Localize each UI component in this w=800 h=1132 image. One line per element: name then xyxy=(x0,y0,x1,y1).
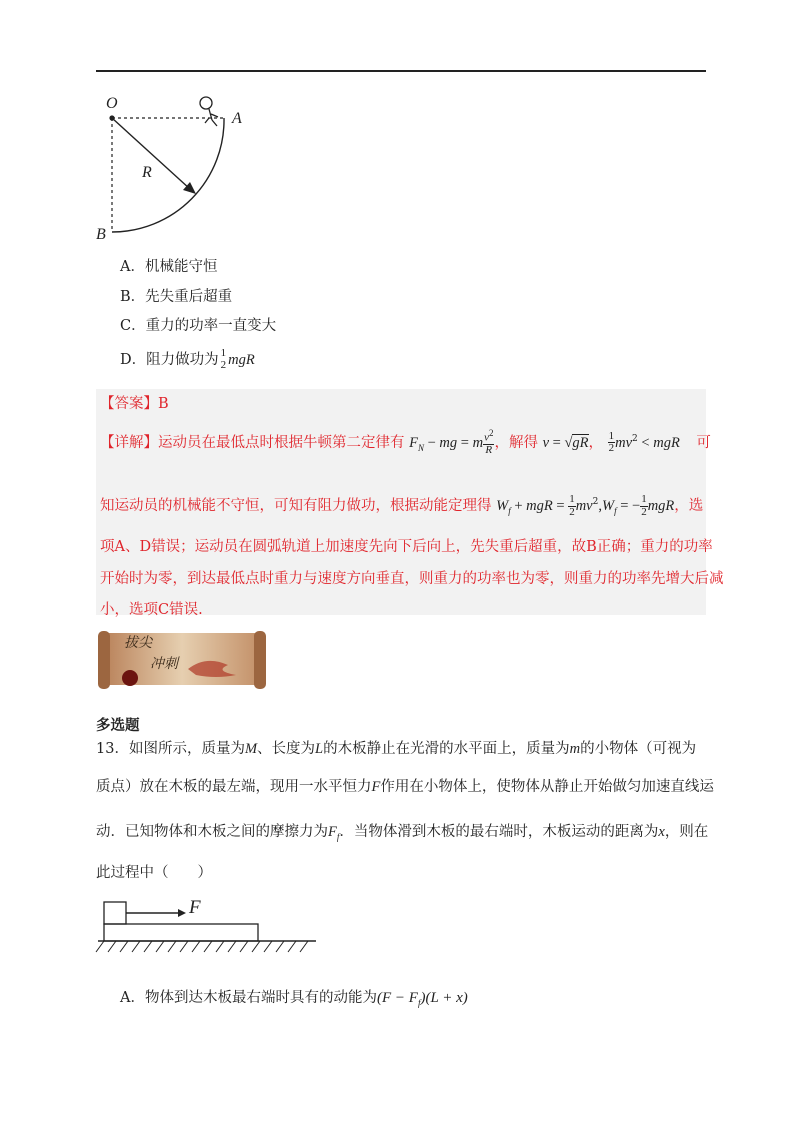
header-rule xyxy=(96,70,706,72)
option-d: D．阻力做功为 1 2 mgR xyxy=(120,347,255,371)
circular-track-figure xyxy=(90,90,250,250)
force-label: F xyxy=(189,897,201,918)
label-o: O xyxy=(106,95,118,112)
label-a: A xyxy=(232,110,242,127)
label-r: R xyxy=(142,164,152,181)
q13-line-4: 此过程中（ ） xyxy=(96,865,212,881)
banner-text-1: 拔尖 xyxy=(124,635,152,651)
detail-line-1: 【详解】运动员在最低点时根据牛顿第二定律有 $F_N$ − mg = m $\frac{v^2}{R}$ ，解得 v = √gR， $\frac{1}{2}$ $mv^2$ < mgR 可 xyxy=(100,428,711,457)
scroll-banner-image xyxy=(96,627,266,693)
board-block-figure xyxy=(94,894,320,958)
option-a: A．机械能守恒 xyxy=(120,259,218,275)
label-b: B xyxy=(96,226,106,243)
q13-line-1: 13．如图所示，质量为M、长度为L的木板静止在光滑的水平面上，质量为m的小物体（可视为 xyxy=(96,741,697,757)
option-c: C．重力的功率一直变大 xyxy=(120,318,277,334)
q13-line-3: 动．已知物体和木板之间的摩擦力为$F_f$．当物体滑到木板的最右端时，木板运动的距离为x，则在 xyxy=(96,824,709,842)
option-b: B．先失重后超重 xyxy=(120,289,233,305)
detail-line-3: 项A、D错误；运动员在圆弧轨道上加速度先向下后向上，先失重后超重，故B正确；重力的功率 xyxy=(100,539,713,555)
detail-line-4: 开始时为零，到达最低点时重力与速度方向垂直，则重力的功率也为零，则重力的功率先增大后减 xyxy=(100,571,724,587)
banner-text-2: 冲刺 xyxy=(150,656,178,672)
section-title: 多选题 xyxy=(96,717,140,734)
q13-line-2: 质点）放在木板的最左端，现用一水平恒力F作用在小物体上，使物体从静止开始做匀加速直线运 xyxy=(96,779,714,795)
answer-line: 【答案】B xyxy=(100,396,169,412)
detail-line-5: 小，选项C错误. xyxy=(100,602,203,618)
detail-line-2: 知运动员的机械能不守恒，可知有阻力做功，根据动能定理得 $W_f$ + mgR = $\frac{1}{2}$ $mv^2,W_f$ = − $\frac{1}{2}$ mgR，选 xyxy=(100,493,704,518)
q13-option-a: A．物体到达木板最右端时具有的动能为$(F - F_f)(L + x)$ xyxy=(120,990,468,1008)
